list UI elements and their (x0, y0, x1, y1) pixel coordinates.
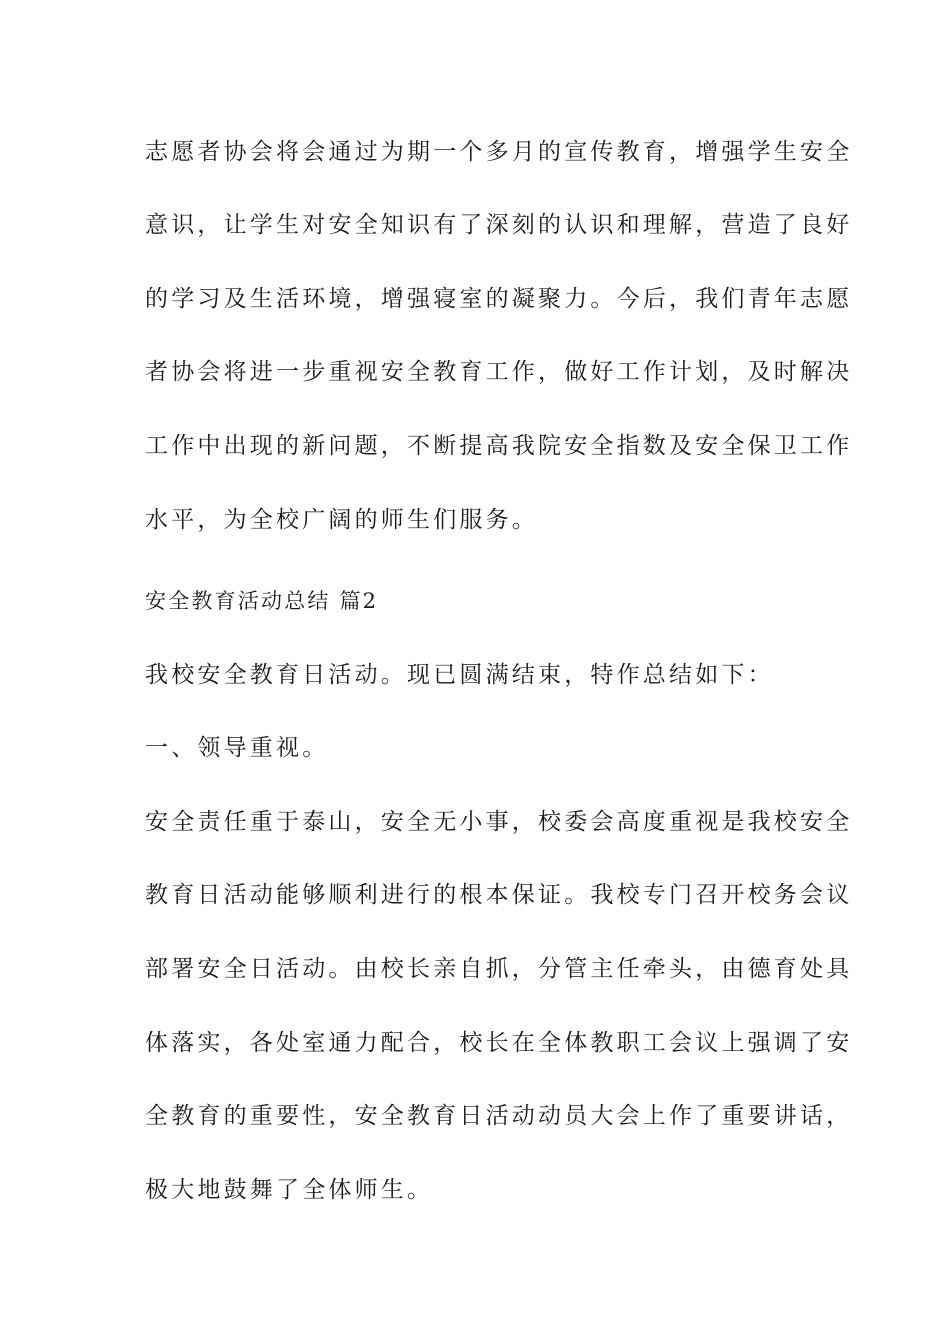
paragraph-1-line-3: 的学习及生活环境，增强寝室的凝聚力。今后，我们青年志愿 (145, 286, 853, 312)
paragraph-1-line-2: 意识，让学生对安全知识有了深刻的认识和理解，营造了良好 (145, 212, 853, 238)
paragraph-2-line-3: 部署安全日活动。由校长亲自抓，分管主任牵头，由德育处具 (145, 956, 853, 982)
intro-line: 我校安全教育日活动。现已圆满结束，特作总结如下： (145, 662, 774, 688)
paragraph-2-line-4: 体落实，各处室通力配合，校长在全体教职工会议上强调了安 (145, 1030, 853, 1056)
subheading-leadership: 一、领导重视。 (145, 735, 329, 761)
paragraph-1-line-1: 志愿者协会将会通过为期一个多月的宣传教育，增强学生安全 (145, 139, 853, 165)
section-heading: 安全教育活动总结 篇2 (145, 589, 379, 613)
paragraph-1-line-5: 工作中出现的新问题，不断提高我院安全指数及安全保卫工作 (145, 433, 853, 459)
paragraph-2-line-2: 教育日活动能够顺利进行的根本保证。我校专门召开校务会议 (145, 882, 853, 908)
paragraph-2-line-1: 安全责任重于泰山，安全无小事，校委会高度重视是我校安全 (145, 809, 853, 835)
paragraph-2-line-5: 全教育的重要性，安全教育日活动动员大会上作了重要讲话， (145, 1103, 853, 1129)
paragraph-1-line-6: 水平，为全校广阔的师生们服务。 (145, 507, 538, 533)
paragraph-1-line-4: 者协会将进一步重视安全教育工作，做好工作计划，及时解决 (145, 359, 853, 385)
paragraph-2-line-6: 极大地鼓舞了全体师生。 (145, 1177, 434, 1203)
